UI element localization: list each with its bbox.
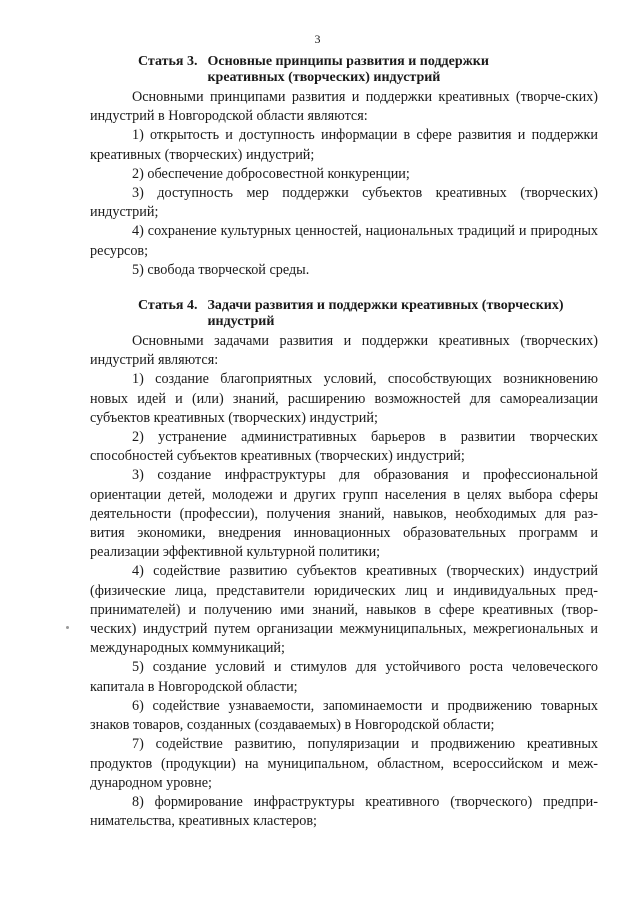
- article-3-item-1: 1) открытость и доступность информации в сфере развития и поддержки креативных (творческих) индустрий;: [90, 127, 598, 163]
- article-4-item-4: 4) содействие развитию субъектов креативных (творческих) индустрий (физические лица, представители юридических лиц и индивидуальных пред-принимателей) и получению ими знаний, навыков в сфере креативных (твор-ческих) индустрий путем организации межмуниципальных, межрегиональных и международных коммуникаций;: [90, 563, 598, 657]
- article-4-item-1: 1) создание благоприятных условий, способствующих возникновению новых идей и (или) знаний, расширению возможностей для самореализации субъектов креативных (творческих) индустрий;: [90, 371, 598, 426]
- article-4-number: Статья 4.: [138, 298, 198, 314]
- article-4-title: [207, 298, 598, 330]
- article-4-item-6: 6) содействие узнаваемости, запоминаемости и продвижению товарных знаков товаров, созданных (создаваемых) в Новгородской области;: [90, 697, 598, 734]
- article-3-item-4: 4) сохранение культурных ценностей, национальных традиций и природных ресурсов;: [90, 223, 598, 259]
- page-number: 3: [314, 32, 321, 46]
- article-4-item-8: 8) формирование инфраструктуры креативного (творческого) предпри-нимательства, креативных кластеров;: [90, 793, 598, 830]
- document-body: [90, 54, 598, 831]
- article-4-intro: Основными задачами развития и поддержки креативных (творческих) индустрий являются:: [90, 333, 598, 369]
- article-4-title-line-1: Задачи развития и поддержки креативных (творческих): [207, 298, 564, 314]
- article-4-title-line-2: индустрий: [207, 314, 275, 330]
- article-3-intro: Основными принципами развития и поддержки креативных (творче-ских) индустрий в Новгородской области являются:: [90, 89, 598, 125]
- article-3-number: Статья 3.: [138, 54, 198, 69]
- article-3-item-3: 3) доступность мер поддержки субъектов креативных (творческих) индустрий;: [90, 185, 598, 221]
- article-3-heading: [138, 54, 598, 86]
- article-3-title: [207, 54, 598, 86]
- article-4-item-3: 3) создание инфраструктуры для образования и профессиональной ориентации детей, молодежи и других групп населения в целях выбора сферы деятельности (профессии), получения знаний, навыков, необходимых для раз-вития экономики, внедрения инновационных образовательных программ и реализации эффективной культурной политики;: [90, 467, 598, 561]
- article-3-item-5: 5) свобода творческой среды.: [132, 261, 310, 278]
- article-3-item-2: 2) обеспечение добросовестной конкуренции;: [132, 165, 410, 182]
- article-4-item-5: 5) создание условий и стимулов для устойчивого роста человеческого капитала в Новгородской области;: [90, 659, 598, 695]
- article-4-heading: [138, 298, 598, 330]
- article-3-title-line-2: креативных (творческих) индустрий: [207, 70, 441, 85]
- margin-dot: [66, 626, 69, 629]
- article-3-title-line-1: Основные принципы развития и поддержки: [207, 54, 489, 69]
- article-4-item-7: 7) содействие развитию, популяризации и продвижению креативных продуктов (продукции) на муниципальном, областном, всероссийском и меж-дународном уровне;: [90, 736, 598, 791]
- article-4-item-2: 2) устранение административных барьеров в развитии творческих способностей субъектов креативных (творческих) индустрий;: [90, 429, 598, 465]
